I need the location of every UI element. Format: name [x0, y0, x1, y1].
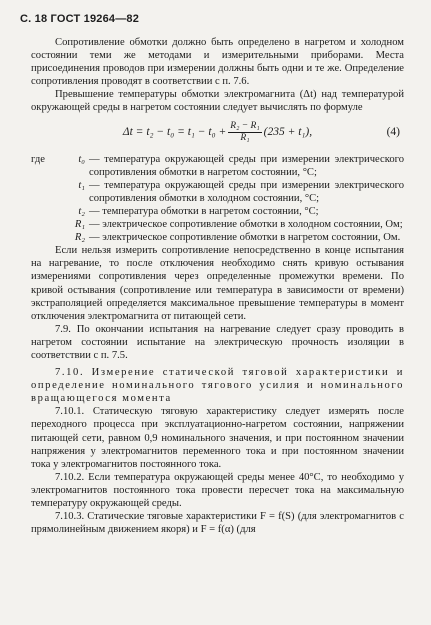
definition-text: — электрическое сопротивление обмотки в нагретом состоянии, Ом. [89, 232, 401, 244]
definition-symbol: t₀ [78, 153, 85, 165]
formula-4 [31, 119, 404, 147]
paragraph: Превышение температуры обмотки электромагнита (Δt) над температурой окружающей среды в нагретом состоянии следует вычислять по формуле [31, 89, 404, 114]
paragraph-7-9: 7.9. По окончании испытания на нагревание следует сразу проводить в нагретом состоянии испытание на электрическую прочность изоляции в соответствии с п. 7.5. [31, 323, 404, 361]
paragraph-7-10-1: 7.10.1. Статическую тяговую характеристику следует измерять после переходного процесса при эксплуатационно-нагретом состоянии, напряжении питающей сети, равном 0,9 номинального значения, и при постоянном значении напряжения у электромагнитов переменного тока и при постоянном значении тока у электромагнитов постоянного тока. [31, 406, 404, 470]
paragraph-7-10-2: 7.10.2. Если температура окружающей среды менее 40°С, то необходимо у электромагнитов постоянного тока провести пересчет тока на максимальную температуру окружающей среды. [31, 471, 404, 509]
formula-number: (4) [386, 126, 400, 139]
definitions-list [31, 153, 404, 245]
paragraph: Сопротивление обмотки должно быть определено в нагретом и холодном состоянии теми же методами и измерительными приборами. Места присоединения проводов при измерении должны быть одни и те же. Определение сопротивления проводят в соответствии с п. 7.6. [31, 37, 404, 88]
fraction-numerator: R₂ − R₁ [230, 121, 260, 132]
definition-symbol: t₁ [78, 179, 85, 191]
definition-lead [31, 231, 53, 244]
formula-fraction [228, 121, 261, 144]
definition-lead [31, 179, 53, 205]
definition-symbol: R₂ [74, 232, 85, 244]
section-heading-7-10: 7.10. Измерение статической тяговой характеристики и определение номинального тягового усилия и номинального вращающегося момента [31, 367, 404, 405]
page-header: С. 18 ГОСТ 19264—82 [20, 13, 140, 25]
definition-text: — температура окружающей среды при измерении электрического сопротивления обмотки в нагретом состоянии, °С; [89, 153, 404, 178]
definition-symbol: t₂ [78, 205, 85, 217]
paragraph: Если нельзя измерить сопротивление непосредственно в конце испытания на нагревание, то после отключения необходимо снять кривую остывания измерениями сопротивления через определенные промежутки времени. По кривой остывания (сопротивление или температура в зависимости от времени) экстраполяцией определяется максимальное превышение температуры в момент отключения электромагнита от питающей сети. [31, 245, 404, 322]
definition-symbol: R₁ [74, 219, 85, 231]
fraction-denominator: R₁ [240, 133, 250, 144]
definition-lead: где [31, 153, 45, 165]
page-body [31, 36, 404, 536]
definition-item [31, 205, 404, 218]
definition-text: — температура обмотки в нагретом состоянии, °С; [89, 205, 319, 217]
definition-text: — электрическое сопротивление обмотки в холодном состоянии, Ом; [89, 219, 403, 231]
formula-lhs: Δt = t₂ − t₀ = t₁ − t₀ + [122, 126, 227, 139]
definition-text: — температура окружающей среды при измерении электрического сопротивления обмотки в холодном состоянии, °С; [89, 179, 404, 204]
formula-rhs: (235 + t₁), [263, 126, 313, 139]
definition-lead [31, 218, 53, 231]
definition-item [31, 179, 404, 205]
definition-lead [31, 205, 53, 218]
definition-item [31, 231, 404, 244]
paragraph-7-10-3: 7.10.3. Статические тяговые характеристики F = f(S) (для электромагнитов с прямолинейным движением якоря) и F = f(α) (для [31, 511, 404, 536]
definition-item [31, 218, 404, 231]
definition-item [31, 153, 404, 179]
